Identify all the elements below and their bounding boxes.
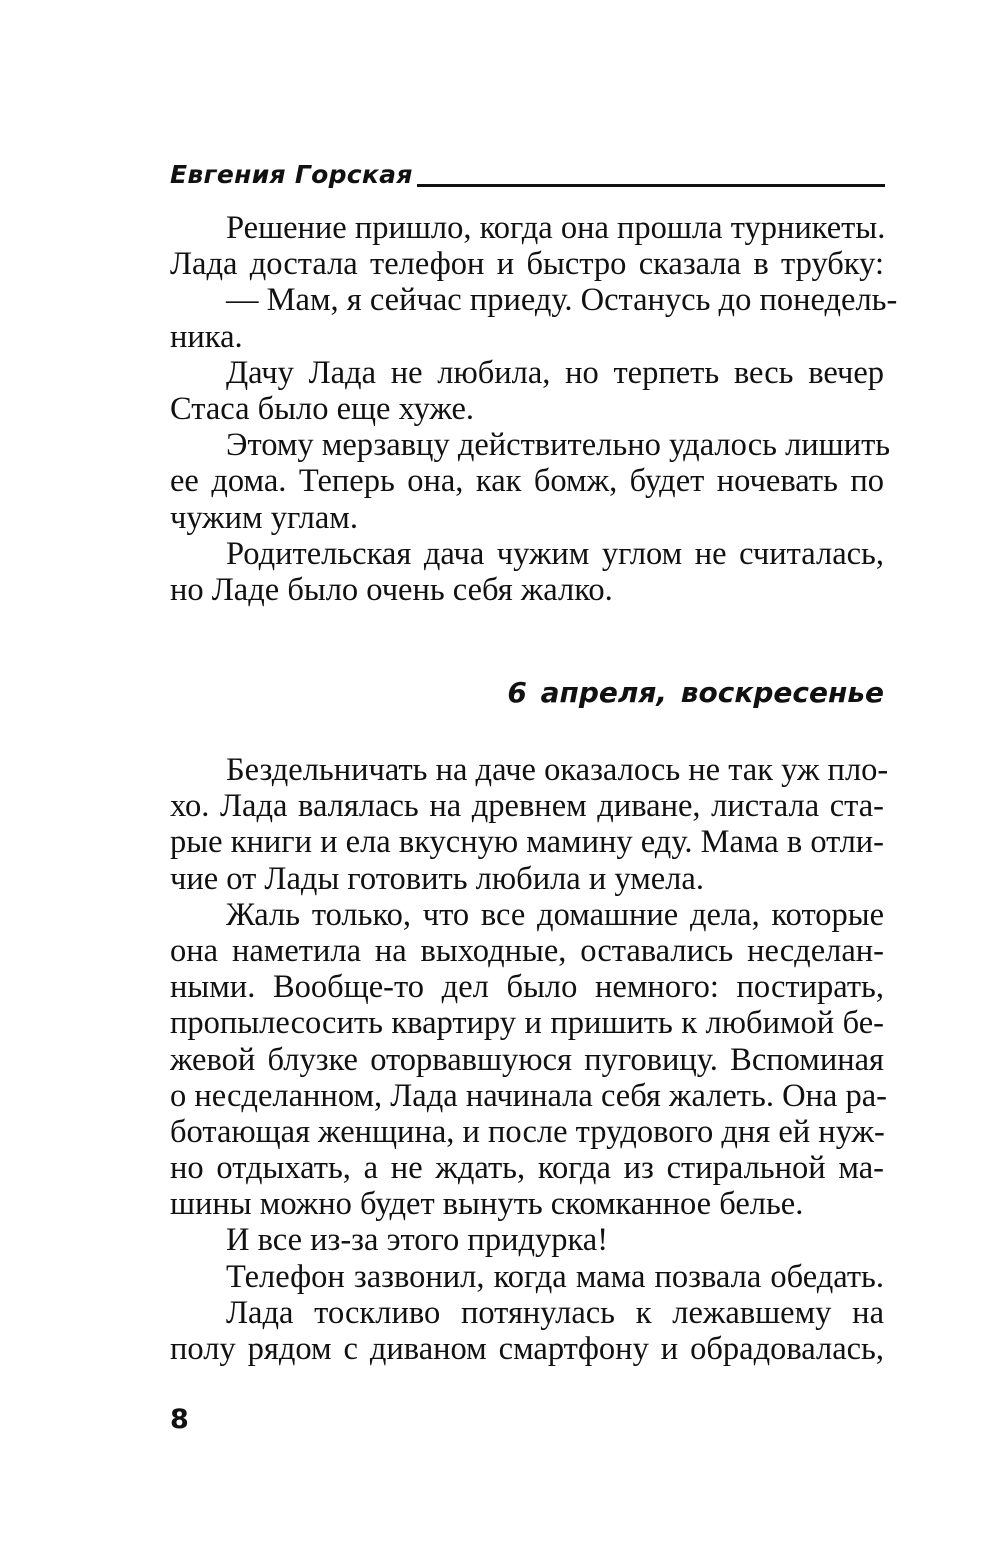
- text-line: Лада тоскливо потянулась к лежавшему на: [226, 1294, 884, 1331]
- text-line: Дачу Лада не любила, но терпеть весь вечер: [226, 354, 884, 391]
- text-line: хо. Лада валялась на древнем диване, листала ста-: [170, 788, 884, 825]
- text-block-1: [170, 210, 898, 608]
- text-line: Стаса было еще хуже.: [170, 390, 475, 427]
- author-name: Евгения Горская: [170, 160, 413, 189]
- text-line: — Мам, я сейчас приеду. Останусь до понедель-: [226, 282, 898, 319]
- text-line: Лада достала телефон и быстро сказала в трубку:: [170, 246, 884, 283]
- text-line: Этому мерзавцу действительно удалось лишить: [226, 427, 891, 464]
- running-header: [170, 160, 885, 190]
- text-line: она наметила на выходные, оставались несделан-: [170, 932, 884, 969]
- text-line: ее дома. Теперь она, как бомж, будет ночевать по: [170, 463, 884, 500]
- text-line: чие от Лады готовить любила и умела.: [170, 860, 704, 897]
- text-block-2: [170, 752, 889, 1367]
- text-line: чужим углам.: [170, 499, 358, 536]
- text-line: ботающая женщина, и после трудового дня ей нуж-: [170, 1113, 885, 1150]
- text-line: И все из-за этого придурка!: [226, 1222, 609, 1259]
- text-line: ника.: [170, 318, 243, 355]
- text-line: но Ладе было очень себя жалко.: [170, 571, 613, 608]
- header-rule: [417, 184, 885, 187]
- text-line: жевой блузке оторвавшуюся пуговицу. Вспоминая: [170, 1041, 884, 1078]
- text-line: Бездельничать на даче оказалось не так уж пло-: [226, 752, 889, 788]
- page-number: 8: [170, 1404, 189, 1435]
- text-line: Родительская дача чужим углом не считалась,: [226, 535, 884, 572]
- text-line: ными. Вообще-то дел было немного: постирать,: [170, 969, 884, 1006]
- text-line: Жаль только, что все домашние дела, которые: [226, 896, 884, 933]
- section-heading: 6 апреля, воскресенье: [507, 676, 884, 709]
- text-line: шины можно будет вынуть скомканное белье.: [170, 1186, 804, 1223]
- text-line: полу рядом с диваном смартфону и обрадовалась,: [170, 1331, 884, 1367]
- text-line: пропылесосить квартиру и пришить к любимой бе-: [170, 1005, 884, 1042]
- text-line: Решение пришло, когда она прошла турникеты.: [226, 210, 886, 246]
- text-line: Телефон зазвонил, когда мама позвала обедать.: [226, 1258, 884, 1295]
- text-line: о несделанном, Лада начинала себя жалеть. Она ра-: [170, 1077, 887, 1114]
- text-line: но отдыхать, а не ждать, когда из стиральной ма-: [170, 1150, 884, 1187]
- text-line: рые книги и ела вкусную мамину еду. Мама в отли-: [170, 824, 884, 861]
